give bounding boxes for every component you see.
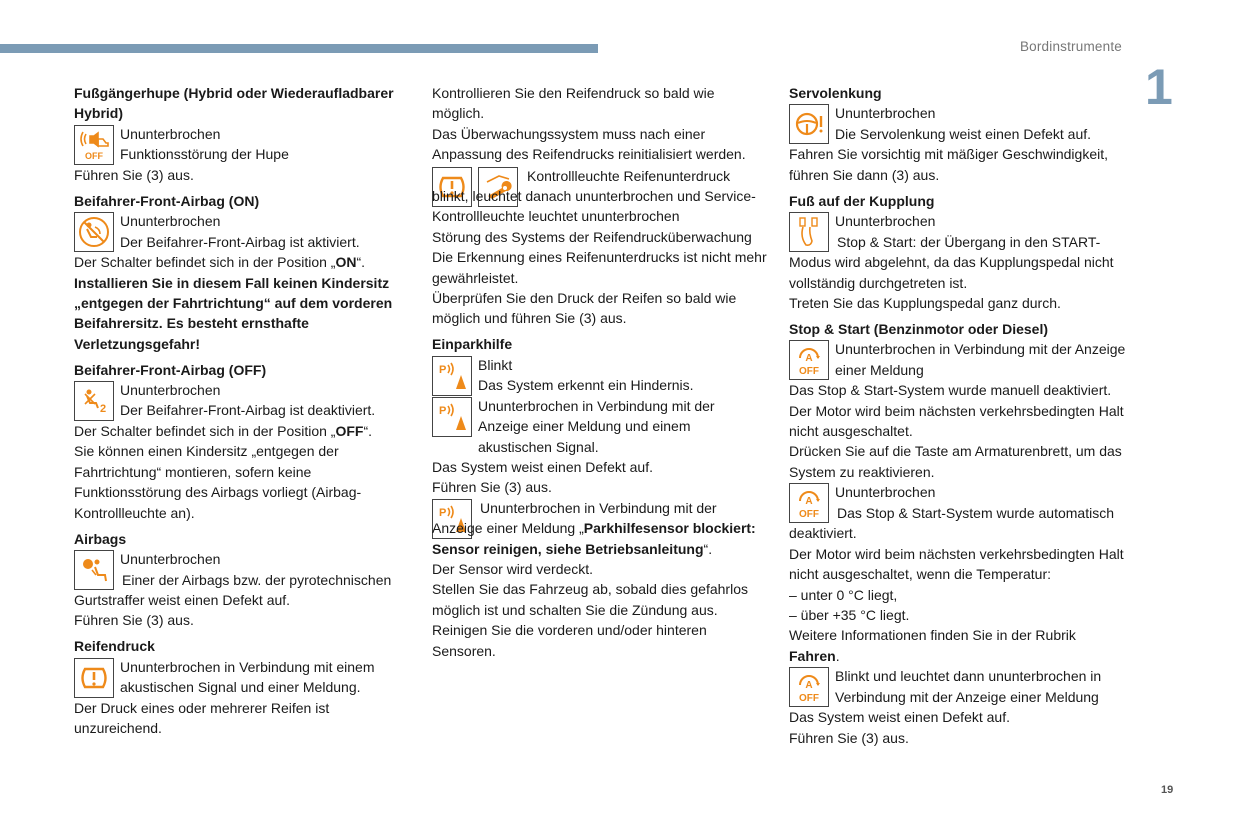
stop-start-action-3: Führen Sie (3) aus. (789, 729, 909, 746)
indicator-airbag-off (74, 380, 414, 421)
parking-desc-1: Das System erkennt ein Hindernis. (478, 377, 694, 394)
indicator-horn (74, 124, 414, 165)
page-number: 19 (1161, 784, 1174, 796)
stop-start-desc-1: Das Stop & Start-System wurde manuell deaktiviert. (789, 382, 1112, 399)
svg-text:OFF: OFF (799, 509, 819, 521)
svg-text:OFF: OFF (85, 150, 103, 161)
parking-status-2: Ununterbrochen in Verbindung mit der Anzeige einer Meldung und einem akustischen Signal. (478, 397, 715, 455)
svg-text:OFF: OFF (799, 693, 819, 705)
heading-stop-start: Stop & Start (Benzinmotor oder Diesel) (789, 320, 1049, 337)
stop-start-off-icon (789, 340, 829, 380)
header-accent-bar (0, 44, 598, 53)
heading-parking-aid: Einparkhilfe (432, 336, 513, 353)
stop-start-desc-2b: Der Motor wird beim nächsten verkehrsbedingten Halt nicht ausgeschaltet, wenn die Temperatur: (789, 545, 1124, 583)
heading-airbag-on: Beifahrer-Front-Airbag (ON) (74, 192, 260, 209)
indicator-airbag-on (74, 211, 414, 252)
svg-text:A: A (805, 353, 813, 365)
parking-action-3: Stellen Sie das Fahrzeug ab, sobald dies gefahrlos möglich ist und schalten Sie die Zündung aus. (432, 581, 748, 618)
airbag-on-desc: Der Beifahrer-Front-Airbag ist aktiviert. (120, 233, 360, 250)
chapter-number: 1 (1145, 59, 1173, 115)
svg-text:P: P (439, 506, 447, 519)
clutch-desc: Stop & Start: der Übergang in den START-Modus wird abgelehnt, da das Kupplungspedal nicht vollständig durchgetreten ist. (789, 233, 1114, 291)
tyre-service-status: Kontrollleuchte Reifenunterdruck blinkt, leuchtet danach ununterbrochen und Service-Kontrollleuchte leuchtet ununterbrochen (432, 167, 756, 225)
airbag-on-position: Der Schalter befindet sich in der Position „ON“. (74, 254, 366, 271)
parking-desc-3: Der Sensor wird verdeckt. (432, 561, 594, 578)
airbag-off-icon (74, 381, 114, 421)
section-title: Bordinstrumente (1019, 39, 1122, 54)
parking-sensor-icon (432, 356, 472, 396)
column-3 (789, 83, 1129, 748)
airbag-on-status: Ununterbrochen (120, 213, 221, 230)
indicator-stop-start-1 (789, 339, 1129, 380)
airbag-icon (74, 550, 114, 590)
stop-start-off-icon (789, 483, 829, 523)
svg-text:OFF: OFF (799, 366, 819, 378)
parking-status-1: Blinkt (478, 356, 513, 373)
tyre-check2-text: Überprüfen Sie den Druck der Reifen so bald wie möglich und führen Sie (3) aus. (432, 290, 737, 327)
stop-start-info: Weitere Informationen finden Sie in der Rubrik Fahren. (789, 627, 1076, 664)
svg-text:P: P (439, 363, 447, 376)
airbag-off-status: Ununterbrochen (120, 382, 221, 399)
horn-status: Ununterbrochen (120, 125, 221, 142)
stop-start-status-3: Blinkt und leuchtet dann ununterbrochen in Verbindung mit der Anzeige einer Meldung (835, 668, 1102, 705)
parking-desc-2: Das System weist einen Defekt auf. (432, 459, 653, 475)
svg-text:A: A (805, 496, 813, 508)
steering-status: Ununterbrochen (835, 105, 936, 122)
tyre-service-desc: Störung des Systems der Reifendrucküberwachung (432, 228, 752, 245)
airbag-off-desc: Der Beifahrer-Front-Airbag ist deaktiviert. (120, 402, 376, 419)
stop-start-desc-1b: Der Motor wird beim nächsten verkehrsbedingten Halt nicht ausgeschaltet. (789, 402, 1124, 440)
clutch-status: Ununterbrochen (835, 213, 936, 230)
steering-action: Fahren Sie vorsichtig mit mäßiger Geschwindigkeit, führen Sie dann (3) aus. (789, 146, 1109, 183)
tyre-status: Ununterbrochen in Verbindung mit einem akustischen Signal und einer Meldung. (120, 658, 375, 696)
stop-start-cond-1: – unter 0 °C liegt, (789, 586, 898, 603)
svg-text:P: P (439, 404, 447, 417)
svg-text:2: 2 (99, 403, 107, 416)
airbag-on-icon (74, 212, 114, 252)
clutch-foot-icon (789, 212, 829, 252)
tyre-detect-text: Die Erkennung eines Reifenunterdrucks ist nicht mehr gewährleistet. (432, 249, 767, 286)
heading-tyre-pressure: Reifendruck (74, 638, 155, 655)
indicator-stop-start-3 (789, 666, 1129, 707)
airbags-action: Führen Sie (3) aus. (74, 612, 194, 629)
stop-start-desc-3: Das System weist einen Defekt auf. (789, 709, 1010, 726)
parking-action-3b: Reinigen Sie die vorderen und/oder hinteren Sensoren. (432, 622, 707, 659)
indicator-steering (789, 103, 1129, 144)
tyre-reinit-text: Das Überwachungssystem muss nach einer Anpassung des Reifendrucks reinitialisiert werden. (432, 125, 746, 163)
column-1 (74, 83, 414, 739)
steering-desc: Die Servolenkung weist einen Defekt auf. (835, 125, 1092, 142)
airbag-off-position: Der Schalter befindet sich in der Position „OFF“. (74, 423, 373, 440)
horn-off-icon (74, 125, 114, 165)
parking-sensor-icon (432, 397, 472, 437)
tyre-desc: Der Druck eines oder mehrerer Reifen ist unzureichend. (74, 699, 330, 737)
airbag-off-note: Sie können einen Kindersitz „entgegen der Fahrtrichtung“ montieren, sofern keine Funktionsstörung des Airbags vorliegt (Airbag-Kontrollleuchte an). (74, 443, 362, 521)
airbags-desc: Einer der Airbags bzw. der pyrotechnischen Gurtstraffer weist einen Defekt auf. (74, 571, 392, 609)
stop-start-status-2: Ununterbrochen (835, 484, 936, 501)
heading-power-steering: Servolenkung (789, 85, 882, 101)
clutch-action: Treten Sie das Kupplungspedal ganz durch. (789, 294, 1061, 311)
heading-airbag-off: Beifahrer-Front-Airbag (OFF) (74, 361, 267, 378)
tyre-pressure-icon (74, 658, 114, 698)
stop-start-cond-2: – über +35 °C liegt. (789, 606, 910, 623)
heading-clutch: Fuß auf der Kupplung (789, 192, 935, 209)
airbag-on-warning: Installieren Sie in diesem Fall keinen Kindersitz „entgegen der Fahrtrichtung“ auf dem vorderen Beifahrersitz. Es besteht ernsthafte Verletzungsgefahr! (74, 274, 393, 352)
stop-start-off-icon (789, 667, 829, 707)
horn-action: Führen Sie (3) aus. (74, 166, 194, 183)
stop-start-status-1: Ununterbrochen in Verbindung mit der Anzeige einer Meldung (835, 341, 1126, 378)
indicator-tyre (74, 657, 414, 698)
horn-desc: Funktionsstörung der Hupe (120, 146, 289, 163)
stop-start-action-1: Drücken Sie auf die Taste am Armaturenbrett, um das System zu reaktivieren. (789, 443, 1122, 480)
column-2 (432, 83, 767, 661)
stop-start-desc-2: Das Stop & Start-System wurde automatisch deaktiviert. (789, 504, 1114, 542)
tyre-check-text: Kontrollieren Sie den Reifendruck so bald wie möglich. (432, 85, 715, 122)
indicator-parking-2 (432, 396, 767, 457)
airbags-status: Ununterbrochen (120, 551, 221, 567)
heading-pedestrian-horn: Fußgängerhupe (Hybrid oder Wiederaufladbarer Hybrid) (74, 85, 394, 122)
svg-text:A: A (805, 680, 813, 692)
parking-action-2: Führen Sie (3) aus. (432, 479, 552, 496)
indicator-parking-1 (432, 355, 767, 396)
heading-airbags: Airbags (74, 530, 127, 547)
parking-status-3: Ununterbrochen in Verbindung mit der Anzeige einer Meldung „Parkhilfesensor blockiert: Sensor reinigen, siehe Betriebsanleitung“. (432, 499, 756, 557)
steering-wheel-icon (789, 104, 829, 144)
